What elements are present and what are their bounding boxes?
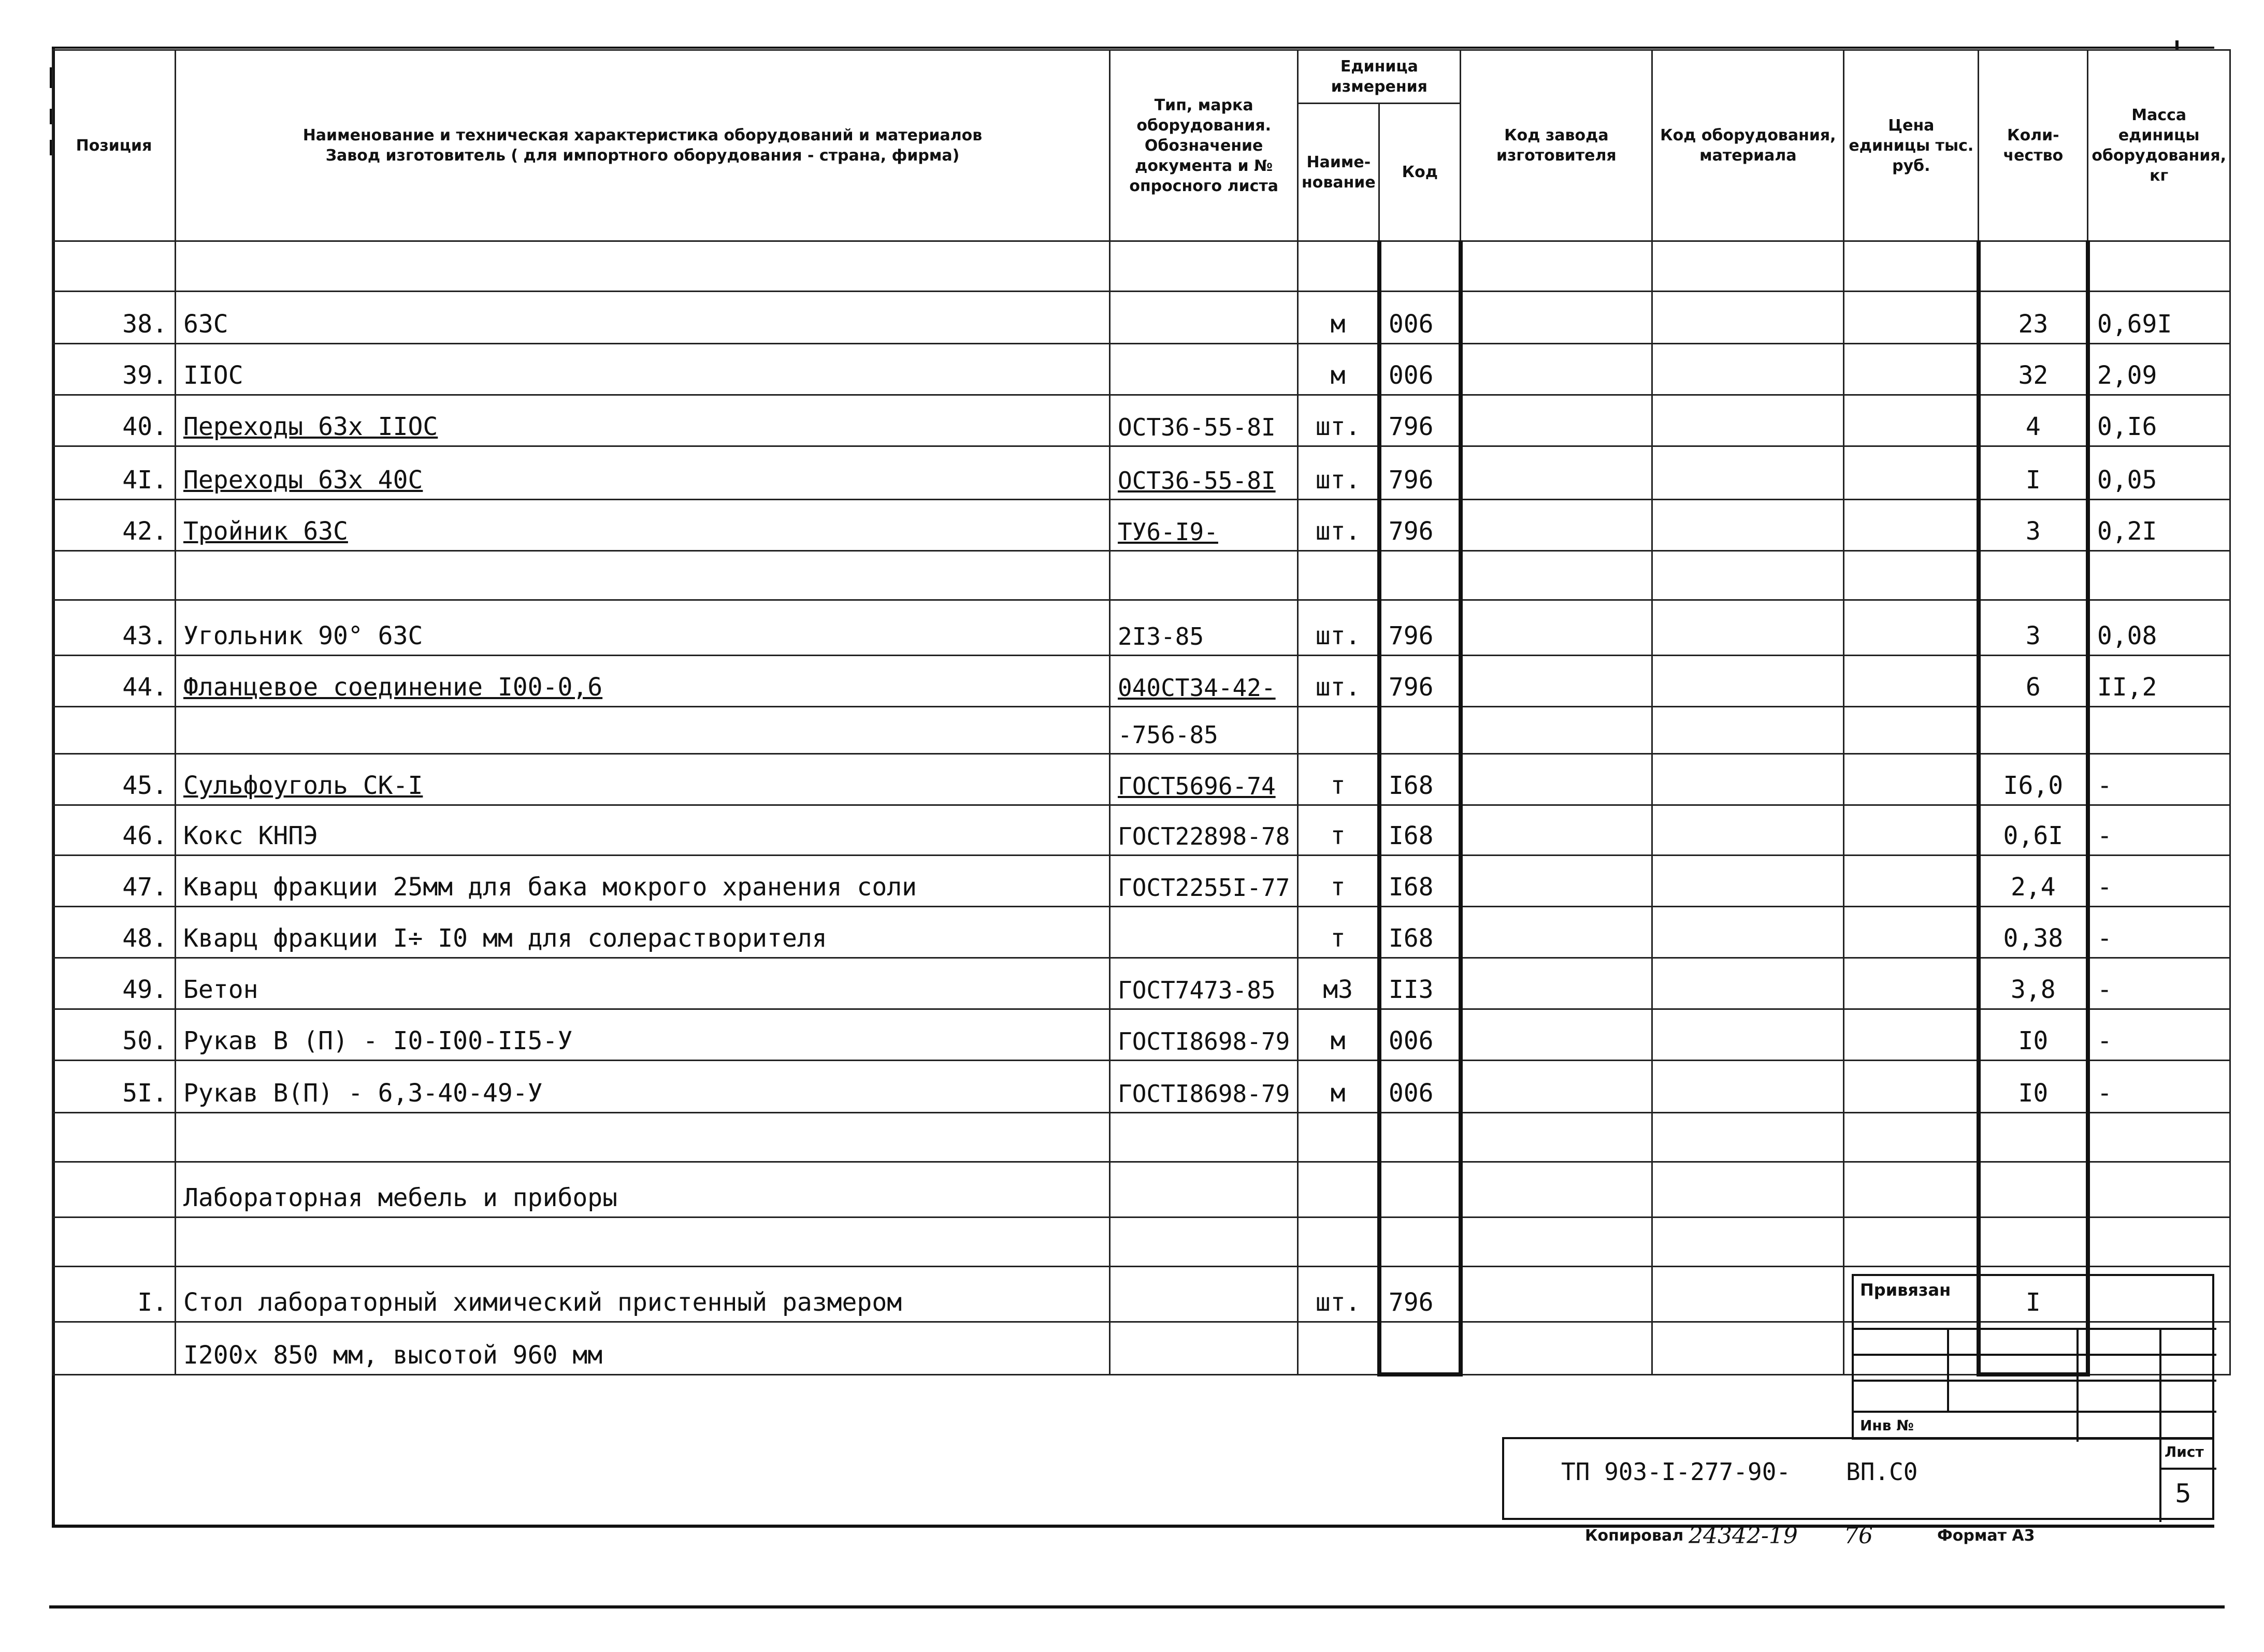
specification-table: [52, 49, 2231, 1376]
cell-position: 48.: [53, 907, 176, 958]
cell-equipment-code: [1652, 656, 1844, 707]
cell-unit-code: 006: [1379, 292, 1461, 344]
cell-name: 63С: [176, 292, 1110, 344]
table-row: [53, 551, 2230, 600]
cell-mass: [2088, 551, 2230, 600]
cell-name: [176, 1218, 1110, 1267]
cell-unit-name: м: [1298, 1009, 1379, 1061]
cell-document: [1110, 292, 1298, 344]
cell-unit-code: 006: [1379, 344, 1461, 395]
cell-unit-name: м3: [1298, 958, 1379, 1009]
cell-factory-code: [1461, 707, 1652, 754]
cell-quantity: 2,4: [1979, 856, 2088, 907]
cell-name: Рукав В(П) - 6,3-40-49-У: [176, 1061, 1110, 1113]
cell-price: [1844, 1113, 1979, 1162]
cell-unit-code: [1379, 1218, 1461, 1267]
cell-name: [176, 551, 1110, 600]
col-header-mass: Масса единицы оборудования, кг: [2088, 50, 2230, 241]
cell-unit-code: 796: [1379, 395, 1461, 446]
cell-equipment-code: [1652, 1322, 1844, 1375]
cell-position: 39.: [53, 344, 176, 395]
stamp-doc-section: ВП.С0: [1846, 1458, 1918, 1486]
cell-document: [1110, 551, 1298, 600]
cell-factory-code: [1461, 292, 1652, 344]
cell-position: 50.: [53, 1009, 176, 1061]
table-row: [53, 292, 2230, 344]
cell-factory-code: [1461, 656, 1652, 707]
cell-price: [1844, 500, 1979, 551]
table-row: [53, 446, 2230, 500]
cell-unit-code: I68: [1379, 856, 1461, 907]
cell-document: [1110, 1162, 1298, 1218]
stamp-sheet-label: Лист: [2165, 1443, 2204, 1460]
cell-mass: -: [2088, 805, 2230, 856]
table-row: [53, 600, 2230, 656]
cell-document: [1110, 1267, 1298, 1322]
table-row: [53, 958, 2230, 1009]
cell-factory-code: [1461, 754, 1652, 805]
cell-mass: -: [2088, 907, 2230, 958]
cell-quantity: [1979, 551, 2088, 600]
cell-document: 040СТ34-42-: [1110, 656, 1298, 707]
cell-position: I.: [53, 1267, 176, 1322]
table-row: [53, 395, 2230, 446]
cell-unit-name: шт.: [1298, 600, 1379, 656]
col-header-equipment-code: Код оборудования, материала: [1652, 50, 1844, 241]
cell-factory-code: [1461, 1322, 1652, 1375]
cell-equipment-code: [1652, 1162, 1844, 1218]
cell-unit-code: 796: [1379, 600, 1461, 656]
cell-equipment-code: [1652, 1113, 1844, 1162]
cell-unit-code: 006: [1379, 1061, 1461, 1113]
col-header-price: Цена единицы тыс. руб.: [1844, 50, 1979, 241]
stamp-doc-code: ТП 903-I-277-90-: [1561, 1458, 1791, 1486]
cell-position: [53, 1162, 176, 1218]
cell-equipment-code: [1652, 395, 1844, 446]
col-header-unit-group: [1298, 50, 1461, 241]
cell-equipment-code: [1652, 500, 1844, 551]
cell-price: [1844, 805, 1979, 856]
cell-position: 46.: [53, 805, 176, 856]
cell-unit-name: [1298, 1113, 1379, 1162]
col-header-quantity: Коли-чество: [1979, 50, 2088, 241]
cell-price: [1844, 856, 1979, 907]
cell-factory-code: [1461, 500, 1652, 551]
cell-unit-code: [1379, 1162, 1461, 1218]
cell-document: ГОСТI8698-79: [1110, 1009, 1298, 1061]
cell-document: -756-85: [1110, 707, 1298, 754]
cell-quantity: I6,0: [1979, 754, 2088, 805]
cell-document: ОСТ36-55-8I: [1110, 395, 1298, 446]
table-row: [53, 1113, 2230, 1162]
cell-equipment-code: [1652, 292, 1844, 344]
cell-factory-code: [1461, 344, 1652, 395]
cell-position: 49.: [53, 958, 176, 1009]
cell-mass: 0,05: [2088, 446, 2230, 500]
table-row: [53, 344, 2230, 395]
cell-position: 42.: [53, 500, 176, 551]
cell-name: IIОС: [176, 344, 1110, 395]
cell-quantity: [1979, 707, 2088, 754]
cell-unit-code: 796: [1379, 656, 1461, 707]
cell-quantity: 3: [1979, 600, 2088, 656]
cell-price: [1844, 958, 1979, 1009]
cell-mass: 0,I6: [2088, 395, 2230, 446]
cell-document: [1110, 1113, 1298, 1162]
col-header-type: Тип, марка оборудования. Обозначение документа и № опросного листа: [1110, 50, 1298, 241]
col-header-name: Наименование и техническая характеристика оборудований и материалов Завод изготовитель ( для импортного оборудования - страна, фирма): [176, 50, 1110, 241]
cell-unit-code: 006: [1379, 1009, 1461, 1061]
cell-name: Тройник 63С: [176, 500, 1110, 551]
cell-equipment-code: [1652, 1061, 1844, 1113]
cell-quantity: 0,38: [1979, 907, 2088, 958]
cell-quantity: 6: [1979, 656, 2088, 707]
cell-mass: [2088, 241, 2230, 292]
cell-price: [1844, 1009, 1979, 1061]
cell-mass: 0,08: [2088, 600, 2230, 656]
cell-position: [53, 707, 176, 754]
cell-factory-code: [1461, 907, 1652, 958]
cell-price: [1844, 395, 1979, 446]
cell-unit-name: [1298, 241, 1379, 292]
cell-document: ТУ6-I9-: [1110, 500, 1298, 551]
cell-name: Рукав В (П) - I0-I00-II5-У: [176, 1009, 1110, 1061]
col-header-unit-code: Код: [1402, 163, 1438, 181]
cell-mass: -: [2088, 1061, 2230, 1113]
cell-mass: [2088, 1218, 2230, 1267]
bottom-scan-line: [49, 1605, 2225, 1608]
cell-name: Кварц фракции 25мм для бака мокрого хранения соли: [176, 856, 1110, 907]
cell-unit-code: 796: [1379, 446, 1461, 500]
cell-equipment-code: [1652, 754, 1844, 805]
cell-mass: -: [2088, 958, 2230, 1009]
cell-name: Угольник 90° 63С: [176, 600, 1110, 656]
cell-equipment-code: [1652, 856, 1844, 907]
cell-unit-code: I68: [1379, 805, 1461, 856]
cell-equipment-code: [1652, 805, 1844, 856]
cell-quantity: [1979, 1218, 2088, 1267]
table-row: [53, 707, 2230, 754]
cell-price: [1844, 1162, 1979, 1218]
cell-mass: [2088, 707, 2230, 754]
cell-factory-code: [1461, 1162, 1652, 1218]
cell-unit-code: I68: [1379, 907, 1461, 958]
cell-equipment-code: [1652, 958, 1844, 1009]
cell-equipment-code: [1652, 1218, 1844, 1267]
cell-factory-code: [1461, 1009, 1652, 1061]
cell-quantity: I: [1979, 446, 2088, 500]
cell-price: [1844, 656, 1979, 707]
cell-unit-name: [1298, 1162, 1379, 1218]
cell-document: 2I3-85: [1110, 600, 1298, 656]
cell-mass: -: [2088, 1009, 2230, 1061]
table-row: [53, 1061, 2230, 1113]
cell-unit-name: шт.: [1298, 500, 1379, 551]
cell-quantity: 32: [1979, 344, 2088, 395]
cell-equipment-code: [1652, 344, 1844, 395]
cell-factory-code: [1461, 446, 1652, 500]
cell-equipment-code: [1652, 551, 1844, 600]
cell-name: Переходы 63х 40С: [176, 446, 1110, 500]
cell-factory-code: [1461, 1113, 1652, 1162]
cell-position: 44.: [53, 656, 176, 707]
cell-position: 38.: [53, 292, 176, 344]
table-row: [53, 907, 2230, 958]
table-row: [53, 500, 2230, 551]
cell-quantity: 3: [1979, 500, 2088, 551]
unit-group-label: Единица измерения: [1299, 51, 1460, 104]
cell-price: [1844, 600, 1979, 656]
cell-factory-code: [1461, 600, 1652, 656]
cell-quantity: I0: [1979, 1061, 2088, 1113]
cell-quantity: [1979, 241, 2088, 292]
cell-price: [1844, 344, 1979, 395]
cell-document: [1110, 241, 1298, 292]
cell-document: ГОСТ2255I-77: [1110, 856, 1298, 907]
cell-document: ГОСТ5696-74: [1110, 754, 1298, 805]
stamp-inv-label: Инв №: [1860, 1417, 1914, 1434]
cell-unit-name: шт.: [1298, 446, 1379, 500]
cell-unit-code: [1379, 1113, 1461, 1162]
cell-unit-name: т: [1298, 754, 1379, 805]
cell-mass: II,2: [2088, 656, 2230, 707]
cell-document: ГОСТ7473-85: [1110, 958, 1298, 1009]
cell-unit-name: м: [1298, 344, 1379, 395]
footer-copy-number-2: 76: [1844, 1523, 1873, 1549]
cell-document: ОСТ36-55-8I: [1110, 446, 1298, 500]
cell-factory-code: [1461, 856, 1652, 907]
cell-unit-code: [1379, 1322, 1461, 1375]
cell-document: ГОСТI8698-79: [1110, 1061, 1298, 1113]
cell-name: Фланцевое соединение I00-0,6: [176, 656, 1110, 707]
footer-copied-label: Копировал: [1585, 1527, 1684, 1545]
cell-mass: [2088, 1113, 2230, 1162]
cell-unit-name: т: [1298, 907, 1379, 958]
stamp-title-block: [1502, 1437, 2214, 1520]
cell-name: Лабораторная мебель и приборы: [176, 1162, 1110, 1218]
col-header-factory-code: Код завода изготовителя: [1461, 50, 1652, 241]
cell-price: [1844, 446, 1979, 500]
cell-equipment-code: [1652, 707, 1844, 754]
cell-document: [1110, 1322, 1298, 1375]
cell-name: Кокс КНПЭ: [176, 805, 1110, 856]
cell-position: 40.: [53, 395, 176, 446]
cell-quantity: I: [1979, 1267, 2088, 1322]
stamp-sheet-number: 5: [2175, 1479, 2191, 1509]
cell-price: [1844, 754, 1979, 805]
cell-quantity: 23: [1979, 292, 2088, 344]
cell-position: [53, 241, 176, 292]
cell-unit-name: м: [1298, 292, 1379, 344]
cell-unit-name: [1298, 551, 1379, 600]
cell-unit-name: [1298, 1218, 1379, 1267]
cell-quantity: 4: [1979, 395, 2088, 446]
cell-name: Сульфоуголь СК-I: [176, 754, 1110, 805]
col-header-unit-name: Наиме-нование: [1299, 104, 1380, 240]
cell-document: ГОСТ22898-78: [1110, 805, 1298, 856]
footer-copy-number: 24342-19: [1689, 1523, 1798, 1549]
footer-format-label: Формат А3: [1937, 1527, 2035, 1545]
cell-name: I200х 850 мм, высотой 960 мм: [176, 1322, 1110, 1375]
cell-factory-code: [1461, 551, 1652, 600]
cell-quantity: [1979, 1162, 2088, 1218]
table-row: [53, 656, 2230, 707]
stamp-privyazan-block: [1852, 1274, 2214, 1440]
cell-unit-code: I68: [1379, 754, 1461, 805]
cell-unit-name: т: [1298, 805, 1379, 856]
cell-name: Бетон: [176, 958, 1110, 1009]
stamp-privyazan-label: Привязан: [1860, 1280, 1951, 1300]
cell-mass: [2088, 1162, 2230, 1218]
table-row: [53, 754, 2230, 805]
cell-mass: -: [2088, 856, 2230, 907]
cell-equipment-code: [1652, 446, 1844, 500]
table-row: [53, 805, 2230, 856]
table-header: [53, 50, 2230, 241]
cell-unit-code: [1379, 551, 1461, 600]
cell-price: [1844, 907, 1979, 958]
cell-price: [1844, 241, 1979, 292]
cell-price: [1844, 707, 1979, 754]
cell-factory-code: [1461, 1267, 1652, 1322]
cell-name: Кварц фракции I÷ I0 мм для солерастворителя: [176, 907, 1110, 958]
cell-unit-code: 796: [1379, 1267, 1461, 1322]
cell-factory-code: [1461, 1061, 1652, 1113]
cell-document: [1110, 1218, 1298, 1267]
table-row: [53, 1218, 2230, 1267]
cell-equipment-code: [1652, 241, 1844, 292]
cell-factory-code: [1461, 241, 1652, 292]
cell-factory-code: [1461, 958, 1652, 1009]
cell-equipment-code: [1652, 1009, 1844, 1061]
cell-unit-code: II3: [1379, 958, 1461, 1009]
cell-document: [1110, 907, 1298, 958]
table-row: [53, 241, 2230, 292]
cell-mass: 2,09: [2088, 344, 2230, 395]
cell-position: 47.: [53, 856, 176, 907]
cell-name: [176, 1113, 1110, 1162]
cell-quantity: 0,6I: [1979, 805, 2088, 856]
cell-position: [53, 1218, 176, 1267]
table-row: [53, 1009, 2230, 1061]
cell-name: [176, 241, 1110, 292]
cell-mass: -: [2088, 754, 2230, 805]
cell-position: [53, 1322, 176, 1375]
cell-equipment-code: [1652, 907, 1844, 958]
cell-unit-name: [1298, 1322, 1379, 1375]
cell-price: [1844, 551, 1979, 600]
cell-equipment-code: [1652, 1267, 1844, 1322]
cell-factory-code: [1461, 1218, 1652, 1267]
cell-position: 43.: [53, 600, 176, 656]
cell-document: [1110, 344, 1298, 395]
cell-unit-name: т: [1298, 856, 1379, 907]
cell-factory-code: [1461, 805, 1652, 856]
cell-unit-code: [1379, 241, 1461, 292]
cell-factory-code: [1461, 395, 1652, 446]
cell-mass: 0,2I: [2088, 500, 2230, 551]
cell-position: 45.: [53, 754, 176, 805]
cell-quantity: I0: [1979, 1009, 2088, 1061]
cell-price: [1844, 1061, 1979, 1113]
cell-equipment-code: [1652, 600, 1844, 656]
cell-position: [53, 551, 176, 600]
cell-quantity: 3,8: [1979, 958, 2088, 1009]
cell-unit-name: шт.: [1298, 395, 1379, 446]
cell-unit-code: 796: [1379, 500, 1461, 551]
table-row: [53, 856, 2230, 907]
cell-unit-name: шт.: [1298, 1267, 1379, 1322]
cell-mass: 0,69I: [2088, 292, 2230, 344]
table-row: [53, 1162, 2230, 1218]
cell-unit-code: [1379, 707, 1461, 754]
cell-price: [1844, 1218, 1979, 1267]
cell-position: 5I.: [53, 1061, 176, 1113]
cell-unit-name: [1298, 707, 1379, 754]
cell-name: [176, 707, 1110, 754]
cell-unit-name: шт.: [1298, 656, 1379, 707]
cell-name: Переходы 63х IIОС: [176, 395, 1110, 446]
cell-quantity: [1979, 1113, 2088, 1162]
col-header-position: Позиция: [53, 50, 176, 241]
cell-position: [53, 1113, 176, 1162]
cell-name: Стол лабораторный химический пристенный размером: [176, 1267, 1110, 1322]
cell-unit-name: м: [1298, 1061, 1379, 1113]
cell-position: 4I.: [53, 446, 176, 500]
cell-price: [1844, 292, 1979, 344]
